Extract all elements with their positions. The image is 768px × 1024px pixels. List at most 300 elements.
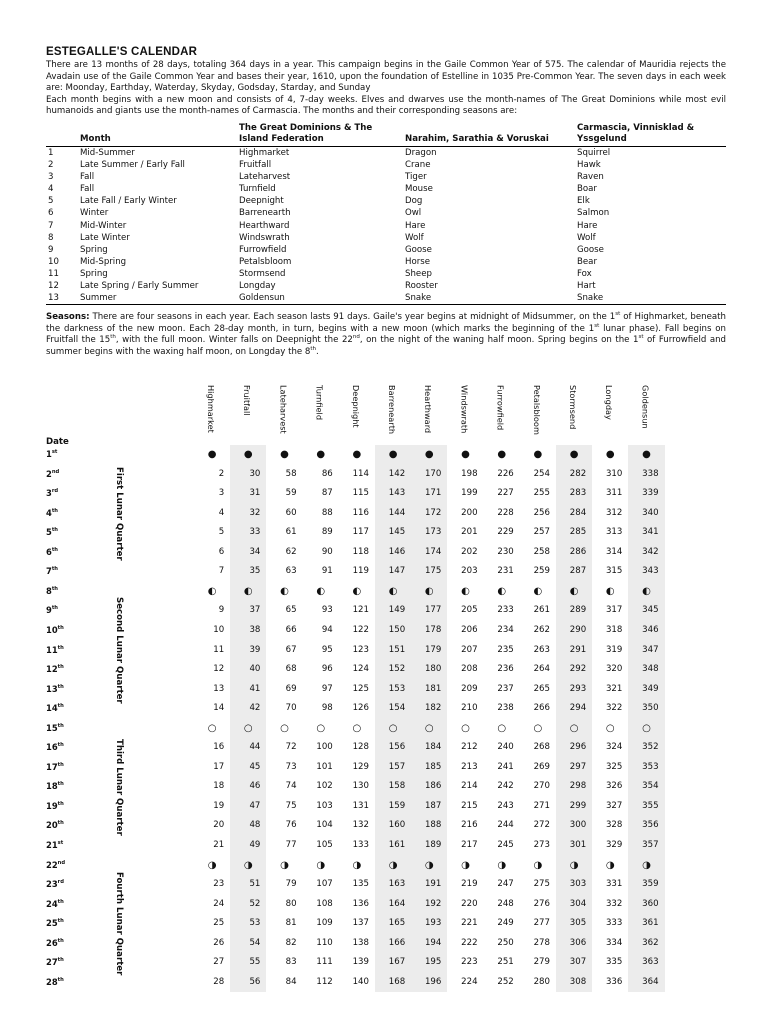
- day-of-year-cell: 199: [461, 488, 478, 499]
- day-of-year-cell: 263: [533, 644, 550, 655]
- month-number: 8: [48, 232, 54, 243]
- day-of-year-cell: 331: [605, 879, 623, 890]
- day-of-year-cell: 62: [285, 546, 297, 557]
- day-of-year-cell: 153: [388, 683, 406, 694]
- day-label: 1st: [46, 449, 58, 459]
- day-of-year-cell: 2: [218, 468, 225, 479]
- season-name: Mid-Winter: [80, 220, 127, 231]
- day-of-year-cell: 363: [642, 957, 659, 968]
- day-of-year-cell: 59: [285, 488, 297, 499]
- day-of-year-cell: 143: [388, 488, 406, 499]
- month-number: 1: [48, 147, 54, 158]
- moon-phase-icon: ●: [533, 449, 543, 460]
- day-of-year-cell: 259: [533, 566, 550, 577]
- day-of-year-cell: 254: [533, 468, 550, 479]
- month-column-header: Fruitfall: [242, 385, 253, 416]
- carmascia-name: Elk: [577, 196, 590, 207]
- day-of-year-cell: 191: [424, 879, 442, 890]
- day-of-year-cell: 206: [461, 624, 478, 635]
- day-of-year-cell: 310: [605, 468, 623, 479]
- month-number: 5: [48, 196, 54, 207]
- moon-phase-icon: ◐: [207, 585, 217, 597]
- day-of-year-cell: 67: [285, 644, 297, 655]
- day-of-year-cell: 299: [569, 800, 587, 811]
- day-of-year-cell: 334: [605, 937, 623, 948]
- day-of-year-cell: 182: [424, 703, 442, 714]
- day-of-year-cell: 307: [569, 957, 587, 968]
- day-label: 3rd: [46, 488, 59, 499]
- day-of-year-cell: 108: [316, 898, 333, 909]
- day-label: 26th: [46, 937, 64, 948]
- narahim-name: Snake: [403, 292, 575, 305]
- day-of-year-cell: 352: [642, 742, 659, 753]
- day-of-year-cell: 213: [461, 761, 478, 772]
- day-of-year-cell: 145: [388, 527, 406, 538]
- season-name: Winter: [80, 208, 109, 219]
- month-number: 2: [48, 160, 54, 171]
- day-of-year-cell: 322: [605, 703, 623, 714]
- day-of-year-cell: 237: [497, 683, 514, 694]
- day-of-year-cell: 184: [424, 742, 442, 753]
- lunar-quarter-label: Fourth Lunar Quarter: [114, 872, 124, 976]
- lunar-calendar-grid: [46, 383, 726, 987]
- day-of-year-cell: 76: [285, 820, 297, 831]
- day-of-year-cell: 278: [533, 937, 550, 948]
- day-of-year-cell: 289: [569, 605, 587, 616]
- day-of-year-cell: 220: [461, 898, 478, 909]
- day-of-year-cell: 136: [352, 898, 369, 909]
- day-of-year-cell: 26: [213, 937, 225, 948]
- day-of-year-cell: 173: [424, 527, 442, 538]
- moon-phase-icon: ◐: [642, 585, 651, 597]
- day-of-year-cell: 336: [605, 976, 623, 987]
- day-of-year-cell: 236: [497, 664, 514, 675]
- day-of-year-cell: 264: [533, 664, 550, 675]
- great-dominions-name: Stormsend: [239, 268, 286, 279]
- day-label: 13th: [46, 683, 64, 694]
- narahim-name: Tiger: [405, 172, 427, 183]
- header-carmascia: Carmascia, Vinnisklad & Yssgelund: [575, 123, 726, 147]
- day-of-year-cell: 361: [642, 918, 659, 929]
- moon-phase-icon: ◑: [642, 859, 651, 871]
- moon-phase-icon: ●: [497, 449, 507, 460]
- moon-phase-icon: ◑: [388, 859, 398, 871]
- month-column-header: Longday: [604, 385, 615, 420]
- day-of-year-cell: 357: [642, 840, 659, 850]
- day-of-year-cell: 32: [249, 507, 261, 518]
- document-page: [46, 46, 726, 367]
- carmascia-name: Hart: [577, 281, 596, 291]
- great-dominions-name: Deepnight: [239, 196, 284, 207]
- day-of-year-cell: 150: [388, 624, 406, 635]
- day-of-year-cell: 41: [249, 683, 261, 694]
- day-of-year-cell: 160: [388, 820, 406, 831]
- month-number: 12: [48, 281, 59, 291]
- day-of-year-cell: 348: [642, 664, 659, 675]
- day-of-year-cell: 359: [642, 879, 659, 890]
- day-of-year-cell: 324: [605, 742, 623, 753]
- narahim-name: Hare: [405, 220, 426, 231]
- day-of-year-cell: 321: [605, 683, 623, 694]
- header-number: [46, 123, 78, 147]
- day-of-year-cell: 214: [461, 781, 478, 792]
- narahim-name: Rooster: [405, 281, 438, 291]
- month-table-row: [46, 195, 726, 207]
- day-of-year-cell: 115: [352, 488, 369, 499]
- day-of-year-cell: 56: [249, 976, 261, 987]
- narahim-name: Goose: [405, 244, 432, 255]
- moon-phase-icon: ○: [642, 722, 651, 734]
- day-of-year-cell: 130: [352, 781, 369, 792]
- day-of-year-cell: 83: [285, 957, 297, 968]
- day-of-year-cell: 47: [249, 800, 261, 811]
- day-of-year-cell: 28: [213, 976, 225, 987]
- day-of-year-cell: 95: [321, 644, 333, 655]
- day-of-year-cell: 234: [497, 624, 514, 635]
- day-of-year-cell: 354: [642, 781, 659, 792]
- day-of-year-cell: 318: [605, 624, 623, 635]
- season-name: Fall: [80, 184, 95, 195]
- day-of-year-cell: 40: [249, 664, 261, 675]
- day-of-year-cell: 156: [388, 742, 406, 753]
- day-of-year-cell: 82: [285, 937, 297, 948]
- month-table-row: [46, 146, 726, 159]
- narahim-name: Mouse: [405, 184, 433, 195]
- moon-phase-icon: ●: [352, 449, 362, 460]
- day-of-year-cell: 175: [424, 566, 442, 577]
- day-of-year-cell: 161: [388, 840, 406, 850]
- day-of-year-cell: 342: [642, 546, 659, 557]
- day-of-year-cell: 4: [218, 507, 225, 518]
- month-table-row: [46, 183, 726, 195]
- day-of-year-cell: 317: [605, 605, 623, 616]
- day-of-year-cell: 25: [213, 918, 225, 929]
- day-of-year-cell: 3: [218, 488, 225, 499]
- day-of-year-cell: 52: [249, 898, 261, 909]
- season-name: Mid-Spring: [80, 256, 127, 267]
- day-of-year-cell: 255: [533, 488, 550, 499]
- day-of-year-cell: 140: [352, 976, 369, 987]
- day-of-year-cell: 339: [642, 488, 659, 499]
- day-of-year-cell: 251: [497, 957, 514, 968]
- day-of-year-cell: 129: [352, 761, 369, 772]
- day-of-year-cell: 45: [249, 761, 261, 772]
- day-of-year-cell: 118: [352, 546, 369, 557]
- day-of-year-cell: 364: [642, 976, 659, 987]
- day-label: 22nd: [46, 859, 66, 870]
- day-of-year-cell: 181: [424, 683, 442, 694]
- day-of-year-cell: 312: [605, 507, 623, 518]
- lunar-quarter-label: Second Lunar Quarter: [114, 596, 124, 704]
- day-of-year-cell: 294: [569, 703, 587, 714]
- day-of-year-cell: 349: [642, 683, 659, 694]
- day-of-year-cell: 13: [213, 683, 225, 694]
- day-of-year-cell: 235: [497, 644, 514, 655]
- month-number: 9: [48, 244, 54, 255]
- day-of-year-cell: 147: [388, 566, 406, 577]
- day-of-year-cell: 80: [285, 898, 297, 909]
- day-of-year-cell: 17: [213, 761, 225, 772]
- day-of-year-cell: 74: [285, 781, 297, 792]
- day-of-year-cell: 362: [642, 937, 659, 948]
- narahim-name: Crane: [405, 160, 431, 171]
- day-of-year-cell: 65: [285, 605, 297, 616]
- season-name: Mid-Summer: [80, 147, 135, 158]
- day-of-year-cell: 345: [642, 605, 659, 616]
- moon-phase-icon: ●: [316, 449, 326, 460]
- moon-phase-icon: ○: [533, 722, 543, 734]
- header-month: Month: [78, 123, 237, 147]
- day-of-year-cell: 126: [352, 703, 369, 714]
- day-of-year-cell: 338: [642, 468, 659, 479]
- moon-phase-icon: ●: [243, 449, 253, 460]
- moon-phase-icon: ◐: [316, 585, 326, 597]
- season-name: Spring: [80, 244, 108, 255]
- day-of-year-cell: 257: [533, 527, 550, 538]
- day-of-year-cell: 266: [533, 703, 550, 714]
- day-of-year-cell: 163: [388, 879, 406, 890]
- moon-phase-icon: ●: [388, 449, 398, 460]
- day-of-year-cell: 66: [285, 624, 297, 635]
- day-label: 7th: [46, 566, 59, 577]
- day-label: 15th: [46, 722, 64, 733]
- day-label: 6th: [46, 546, 59, 557]
- day-label: 8th: [46, 585, 59, 596]
- day-of-year-cell: 233: [497, 605, 514, 616]
- day-of-year-cell: 166: [388, 937, 406, 948]
- day-label: 17th: [46, 761, 64, 772]
- day-of-year-cell: 5: [218, 527, 225, 538]
- day-of-year-cell: 221: [461, 918, 478, 929]
- great-dominions-name: Longday: [239, 281, 276, 291]
- day-of-year-cell: 172: [424, 507, 442, 518]
- header-great-dominions: The Great Dominions & The Island Federation: [237, 123, 403, 147]
- moon-phase-icon: ◐: [243, 585, 253, 597]
- great-dominions-name: Highmarket: [239, 147, 290, 158]
- day-of-year-cell: 196: [424, 976, 442, 987]
- day-of-year-cell: 343: [642, 566, 659, 577]
- day-of-year-cell: 329: [605, 840, 623, 850]
- day-of-year-cell: 48: [249, 820, 261, 831]
- day-of-year-cell: 86: [321, 468, 333, 479]
- day-of-year-cell: 189: [424, 840, 442, 850]
- day-of-year-cell: 167: [388, 957, 406, 968]
- day-of-year-cell: 238: [497, 703, 514, 714]
- day-of-year-cell: 119: [352, 566, 369, 577]
- day-of-year-cell: 258: [533, 546, 550, 557]
- day-label: 27th: [46, 957, 64, 968]
- day-of-year-cell: 212: [461, 742, 478, 753]
- day-of-year-cell: 88: [321, 507, 333, 518]
- day-of-year-cell: 224: [461, 976, 478, 987]
- day-of-year-cell: 101: [316, 761, 333, 772]
- great-dominions-name: Goldensun: [237, 292, 403, 305]
- day-of-year-cell: 110: [316, 937, 333, 948]
- moon-phase-icon: ○: [207, 722, 217, 734]
- day-of-year-cell: 30: [249, 468, 261, 479]
- day-label: 11th: [46, 644, 64, 655]
- day-of-year-cell: 216: [461, 820, 478, 831]
- day-of-year-cell: 77: [285, 840, 297, 850]
- day-of-year-cell: 7: [218, 566, 225, 577]
- month-number: 4: [48, 184, 54, 195]
- day-of-year-cell: 202: [461, 546, 478, 557]
- day-of-year-cell: 326: [605, 781, 623, 792]
- day-of-year-cell: 97: [321, 683, 333, 694]
- day-of-year-cell: 276: [533, 898, 550, 909]
- day-of-year-cell: 171: [424, 488, 442, 499]
- great-dominions-name: Windswrath: [239, 232, 290, 243]
- day-of-year-cell: 165: [388, 918, 406, 929]
- day-of-year-cell: 228: [497, 507, 514, 518]
- day-of-year-cell: 19: [213, 800, 225, 811]
- day-of-year-cell: 14: [213, 703, 225, 714]
- month-table-row: [46, 159, 726, 171]
- day-label: 4th: [46, 507, 59, 518]
- day-of-year-cell: 42: [249, 703, 261, 714]
- day-of-year-cell: 98: [321, 703, 333, 714]
- month-table-row: [46, 220, 726, 232]
- day-of-year-cell: 123: [352, 644, 369, 655]
- carmascia-name: Salmon: [577, 208, 610, 219]
- day-of-year-cell: 261: [533, 605, 550, 616]
- day-of-year-cell: 340: [642, 507, 659, 518]
- day-of-year-cell: 170: [424, 468, 442, 479]
- carmascia-name: Fox: [577, 268, 592, 279]
- month-number: 6: [48, 208, 54, 219]
- day-of-year-cell: 12: [213, 664, 225, 675]
- day-of-year-cell: 242: [497, 781, 514, 792]
- day-of-year-cell: 105: [316, 840, 333, 850]
- month-table-header: [46, 123, 726, 147]
- month-column-header: Highmarket: [206, 385, 216, 433]
- day-of-year-cell: 287: [569, 566, 587, 577]
- day-of-year-cell: 72: [285, 742, 297, 753]
- day-of-year-cell: 70: [285, 703, 297, 714]
- day-of-year-cell: 33: [249, 527, 261, 538]
- month-table-row: [46, 292, 726, 305]
- day-of-year-cell: 209: [461, 683, 478, 694]
- moon-phase-icon: ◐: [352, 585, 362, 597]
- day-of-year-cell: 37: [249, 605, 261, 616]
- day-of-year-cell: 124: [352, 664, 369, 675]
- day-label: 16th: [46, 742, 64, 753]
- day-of-year-cell: 341: [642, 527, 659, 538]
- day-of-year-cell: 273: [533, 840, 550, 850]
- day-of-year-cell: 177: [424, 605, 442, 616]
- day-of-year-cell: 104: [316, 820, 333, 831]
- day-of-year-cell: 116: [352, 507, 369, 518]
- day-of-year-cell: 53: [249, 918, 261, 929]
- moon-phase-icon: ○: [424, 722, 434, 734]
- day-of-year-cell: 111: [316, 957, 333, 968]
- seasons-label: Seasons:: [46, 312, 90, 323]
- day-of-year-cell: 271: [533, 800, 550, 811]
- carmascia-name: Hawk: [577, 160, 601, 171]
- day-of-year-cell: 75: [285, 800, 297, 811]
- carmascia-name: Hare: [577, 220, 598, 231]
- day-label: 20th: [46, 820, 64, 831]
- carmascia-name: Snake: [575, 292, 726, 305]
- month-number: 3: [48, 172, 54, 183]
- day-of-year-cell: 179: [424, 644, 442, 655]
- day-of-year-cell: 355: [642, 800, 659, 811]
- day-of-year-cell: 247: [497, 879, 514, 890]
- day-of-year-cell: 18: [213, 781, 225, 792]
- month-table-row: [46, 256, 726, 268]
- day-of-year-cell: 210: [461, 703, 478, 714]
- page-title: ESTEGALLE'S CALENDAR: [46, 46, 198, 58]
- great-dominions-name: Furrowfield: [239, 244, 287, 255]
- month-column-header: Hearthward: [423, 385, 434, 434]
- day-of-year-cell: 327: [605, 800, 623, 811]
- day-of-year-cell: 230: [497, 546, 514, 557]
- moon-phase-icon: ◑: [605, 859, 615, 871]
- season-name: Summer: [78, 292, 237, 305]
- day-of-year-cell: 63: [285, 566, 297, 577]
- moon-phase-icon: ○: [497, 722, 507, 734]
- day-of-year-cell: 27: [213, 957, 225, 968]
- day-of-year-cell: 275: [533, 879, 550, 890]
- day-of-year-cell: 125: [352, 683, 369, 694]
- day-of-year-cell: 174: [424, 546, 442, 557]
- day-of-year-cell: 20: [213, 820, 225, 831]
- carmascia-name: Raven: [577, 172, 604, 183]
- day-of-year-cell: 231: [497, 566, 514, 577]
- moon-phase-icon: ○: [243, 722, 253, 734]
- day-of-year-cell: 201: [461, 527, 478, 538]
- day-of-year-cell: 282: [569, 468, 587, 479]
- day-of-year-cell: 245: [497, 840, 514, 850]
- moon-phase-icon: ◑: [316, 859, 326, 871]
- season-name: Fall: [80, 172, 95, 183]
- day-of-year-cell: 159: [388, 800, 406, 811]
- day-of-year-cell: 319: [605, 644, 623, 655]
- day-of-year-cell: 194: [424, 937, 442, 948]
- day-of-year-cell: 117: [352, 527, 369, 538]
- day-of-year-cell: 200: [461, 507, 478, 518]
- day-of-year-cell: 158: [388, 781, 406, 792]
- carmascia-name: Wolf: [577, 232, 596, 243]
- day-of-year-cell: 249: [497, 918, 514, 929]
- day-label: 9th: [46, 605, 59, 616]
- day-of-year-cell: 186: [424, 781, 442, 792]
- day-of-year-cell: 262: [533, 624, 550, 635]
- day-of-year-cell: 283: [569, 488, 587, 499]
- moon-phase-icon: ○: [569, 722, 579, 734]
- day-of-year-cell: 93: [321, 605, 333, 616]
- day-of-year-cell: 109: [316, 918, 333, 929]
- day-of-year-cell: 360: [642, 898, 659, 909]
- day-of-year-cell: 21: [213, 840, 225, 850]
- narahim-name: Wolf: [405, 232, 424, 243]
- day-of-year-cell: 87: [321, 488, 333, 499]
- day-of-year-cell: 243: [497, 800, 514, 811]
- day-of-year-cell: 34: [249, 546, 261, 557]
- day-of-year-cell: 49: [249, 840, 261, 850]
- day-label: 28th: [46, 976, 64, 987]
- day-label: 10th: [46, 624, 64, 635]
- month-column-header: Furrowfield: [495, 385, 506, 431]
- day-of-year-cell: 103: [316, 800, 333, 811]
- month-column-header: Turnfield: [314, 385, 325, 421]
- season-name: Late Spring / Early Summer: [80, 281, 199, 291]
- day-of-year-cell: 55: [249, 957, 261, 968]
- month-table-row: [46, 244, 726, 256]
- day-label: 23rd: [46, 879, 64, 890]
- moon-phase-icon: ◐: [280, 585, 289, 597]
- day-of-year-cell: 89: [321, 527, 333, 538]
